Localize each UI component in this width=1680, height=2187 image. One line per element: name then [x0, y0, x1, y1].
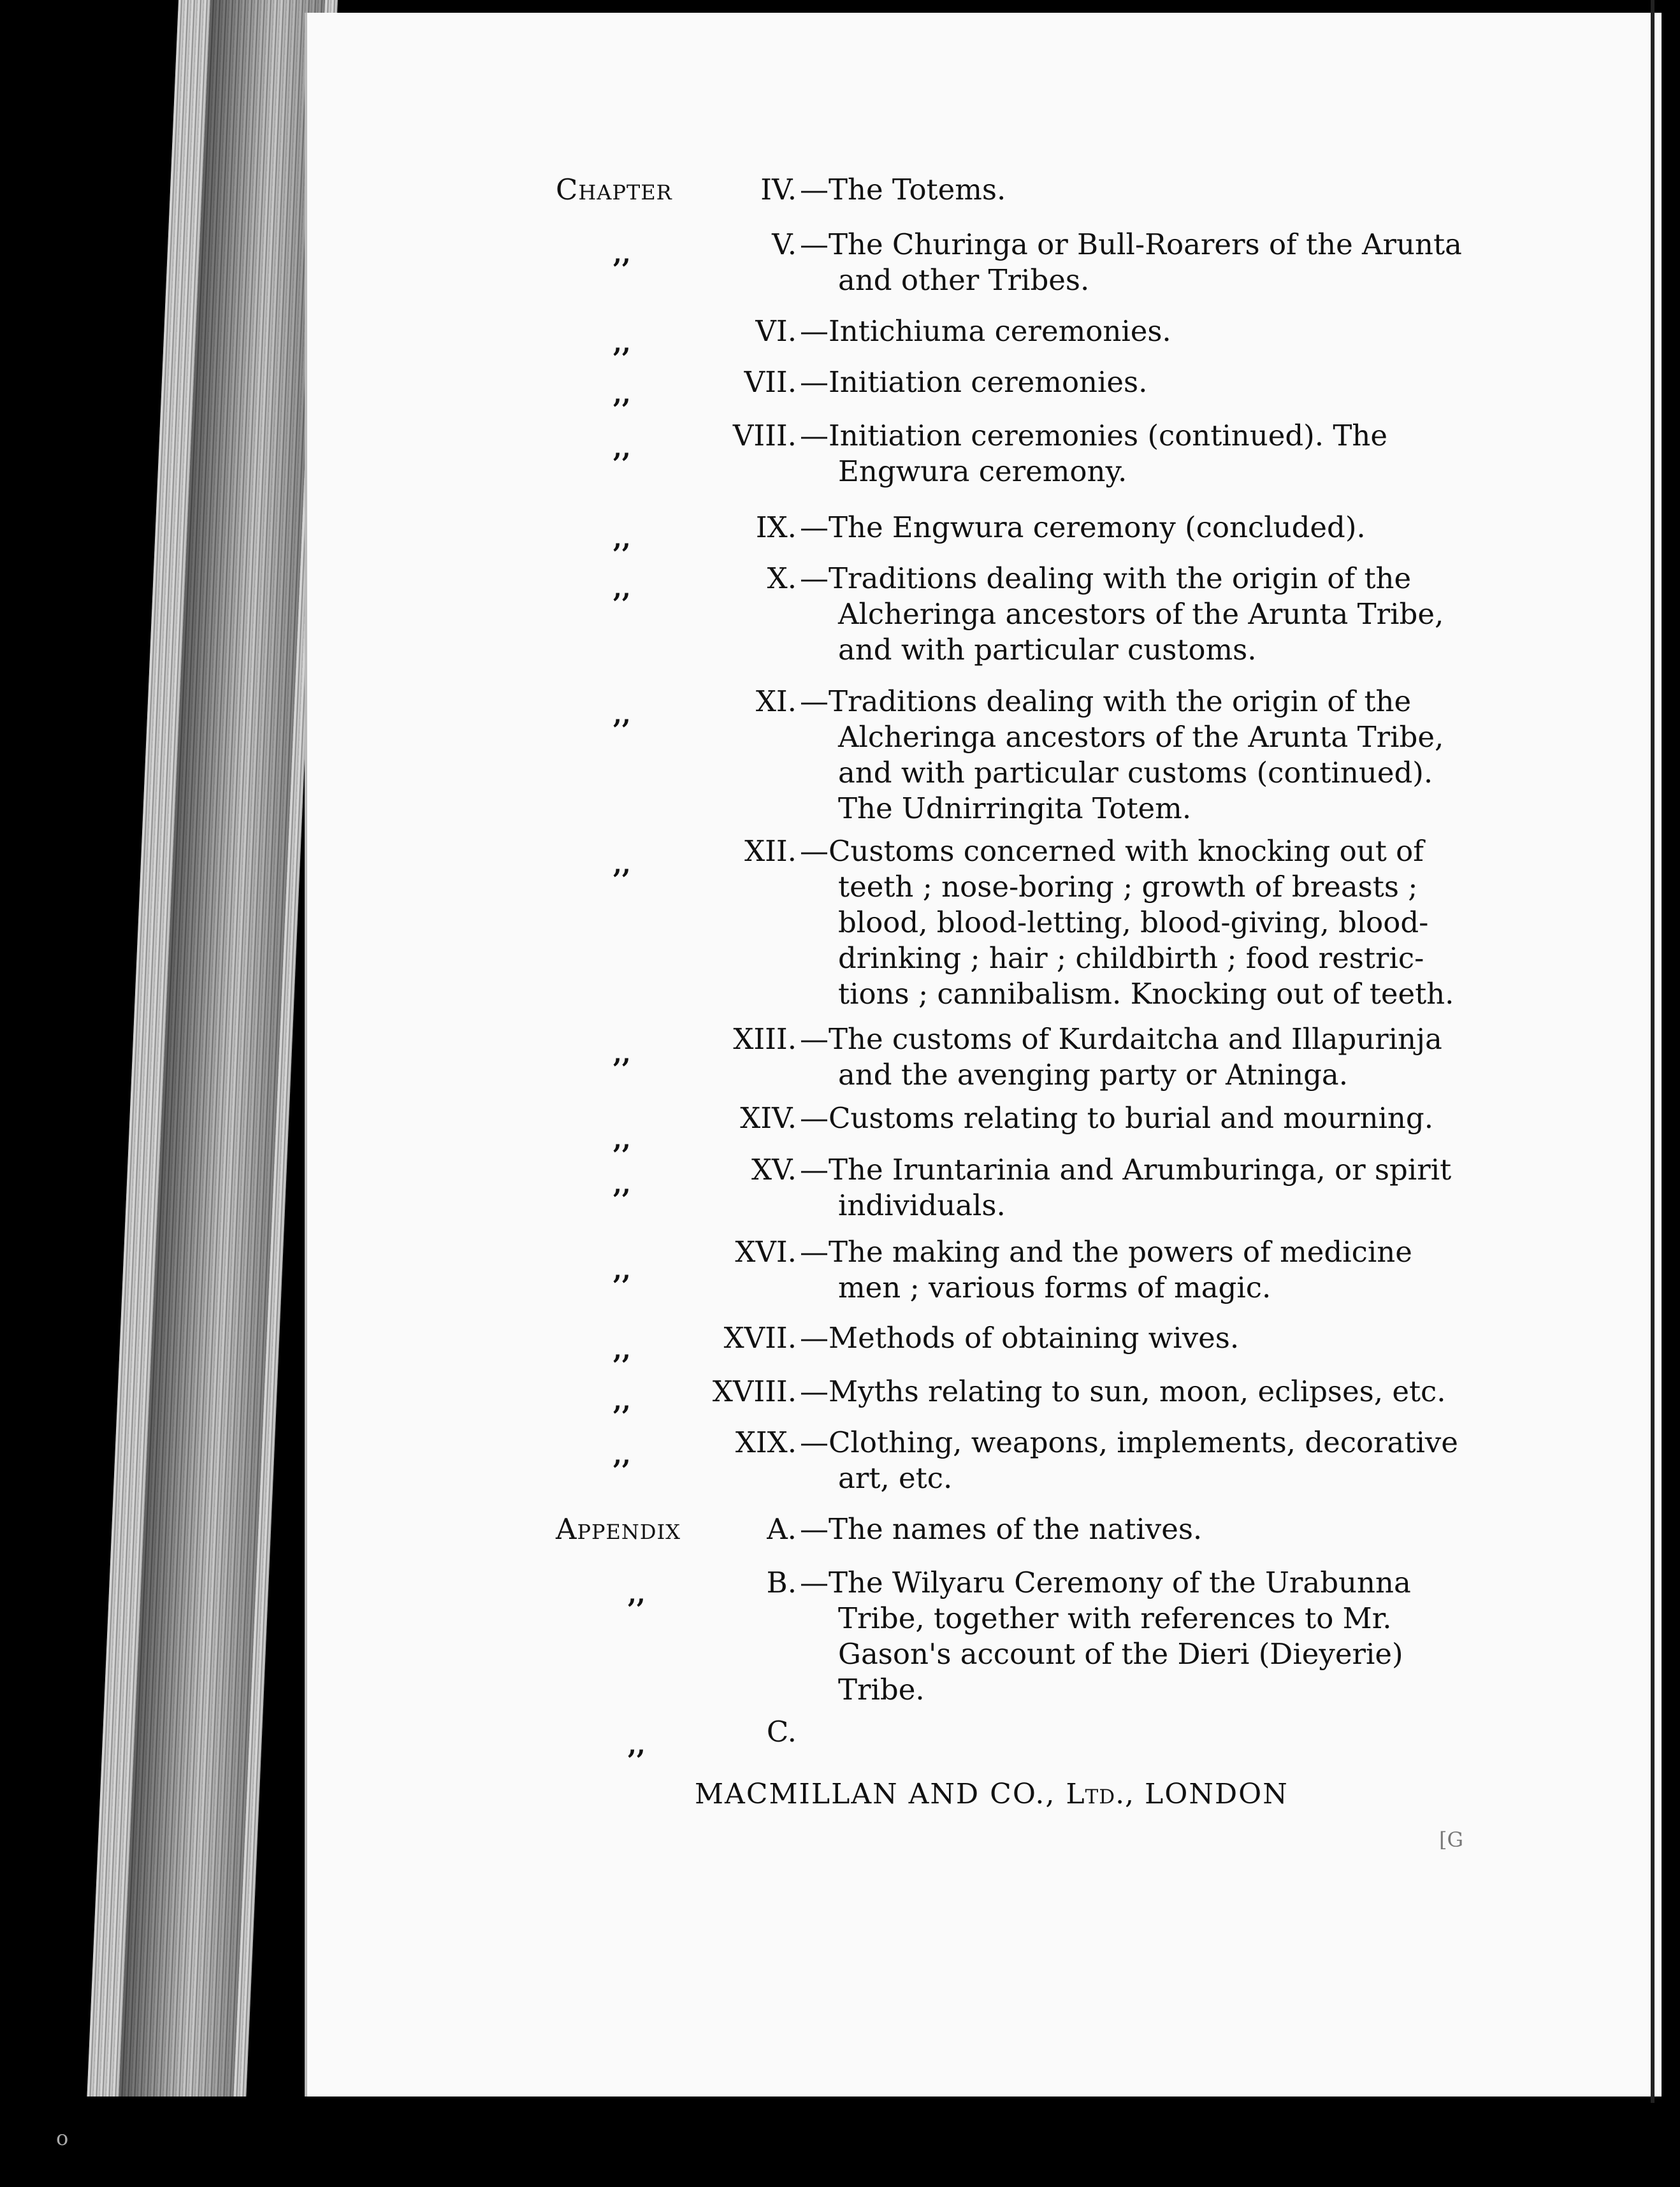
- publisher-city: LONDON: [1145, 1778, 1289, 1810]
- ditto-mark: ,,: [613, 379, 631, 409]
- ditto-mark: ,,: [613, 239, 631, 269]
- appendix-title: —The Wilyaru Ceremony of the Urabunna Tribe, together with references to Mr. Gason's account of the Dieri (Dieyerie) Tribe.: [800, 1566, 1411, 1707]
- ditto-mark: ,,: [628, 1579, 646, 1609]
- chapter-number: XIII.: [733, 1022, 797, 1056]
- ditto-mark: ,,: [613, 1440, 631, 1470]
- chapter-title: —Customs relating to burial and mourning.: [800, 1101, 1434, 1135]
- chapter-number: X.: [767, 561, 797, 595]
- ditto-mark: ,,: [613, 700, 631, 730]
- chapter-title: —Initiation ceremonies (continued). The Engwura ceremony.: [800, 419, 1387, 488]
- chapter-title: —Customs concerned with knocking out of teeth ; nose-boring ; growth of breasts ; blood, blood-letting, blood-giving, blood- drinking ; hair ; childbirth ; food restric- tions ; cannibalism. Knocking out of teeth.: [800, 834, 1454, 1011]
- appendix-title: —The names of the natives.: [800, 1512, 1203, 1546]
- ditto-mark: ,,: [613, 433, 631, 463]
- appendix-label: Appendix: [556, 1512, 681, 1546]
- chapter-number: XII.: [744, 834, 797, 868]
- chapter-title: —The making and the powers of medicine men ; various forms of magic.: [800, 1235, 1412, 1304]
- chapter-number: XVI.: [735, 1235, 797, 1269]
- chapter-number: VIII.: [732, 419, 797, 452]
- chapter-title: —The Churinga or Bull-Roarers of the Arunta and other Tribes.: [800, 227, 1462, 297]
- chapter-title: —Clothing, weapons, implements, decorative art, etc.: [800, 1426, 1458, 1495]
- chapter-title: —The Iruntarinia and Arumburinga, or spirit individuals.: [800, 1153, 1452, 1222]
- chapter-number: IV.: [760, 173, 797, 206]
- ditto-mark: ,,: [613, 1335, 631, 1365]
- ditto-mark: ,,: [613, 574, 631, 603]
- ditto-mark: ,,: [613, 1125, 631, 1155]
- chapter-number: VII.: [744, 365, 797, 399]
- ditto-mark: ,,: [613, 1255, 631, 1285]
- ditto-mark: ,,: [613, 849, 631, 879]
- ditto-mark: ,,: [613, 1169, 631, 1199]
- chapter-title: —Intichiuma ceremonies.: [800, 314, 1171, 348]
- ditto-mark: ,,: [613, 524, 631, 554]
- chapter-title: —The customs of Kurdaitcha and Illapurinja and the avenging party or Atninga.: [800, 1022, 1442, 1092]
- chapter-title: —The Engwura ceremony (concluded).: [800, 510, 1366, 544]
- chapter-number: IX.: [755, 510, 797, 544]
- chapter-number: XV.: [751, 1153, 797, 1187]
- chapter-number: XVIII.: [712, 1375, 797, 1408]
- chapter-number: XIV.: [740, 1101, 797, 1135]
- ditto-mark: ,,: [613, 328, 631, 358]
- chapter-number: VI.: [755, 314, 797, 348]
- ditto-mark: ,,: [613, 1039, 631, 1069]
- chapter-number: XVII.: [723, 1321, 797, 1355]
- publisher-ltd: Ltd.,: [1066, 1778, 1135, 1810]
- chapter-title: —Initiation ceremonies.: [800, 365, 1148, 399]
- chapter-title: —Traditions dealing with the origin of the Alcheringa ancestors of the Arunta Tribe, and with particular customs.: [800, 561, 1444, 667]
- ditto-mark: ,,: [628, 1730, 646, 1760]
- chapter-title: —The Totems.: [800, 173, 1006, 206]
- chapter-title: —Myths relating to sun, moon, eclipses, etc.: [800, 1375, 1446, 1408]
- appendix-letter: B.: [766, 1566, 797, 1599]
- publisher-name: MACMILLAN AND CO.,: [695, 1778, 1056, 1810]
- margin-mark: [G: [1439, 1828, 1464, 1852]
- ditto-mark: ,,: [613, 1386, 631, 1416]
- chapter-title: —Methods of obtaining wives.: [800, 1321, 1240, 1355]
- chapter-number: V.: [772, 227, 797, 261]
- publisher-imprint: [695, 1778, 1289, 1810]
- margin-mark: o: [56, 2126, 69, 2150]
- appendix-letter: C.: [766, 1715, 797, 1749]
- chapter-number: XI.: [755, 684, 797, 718]
- appendix-letter: A.: [767, 1512, 797, 1546]
- chapter-title: —Traditions dealing with the origin of the Alcheringa ancestors of the Arunta Tribe, and with particular customs (continued). The Udnirringita Totem.: [800, 684, 1444, 825]
- chapter-label: Chapter: [556, 173, 672, 206]
- chapter-number: XIX.: [735, 1426, 797, 1459]
